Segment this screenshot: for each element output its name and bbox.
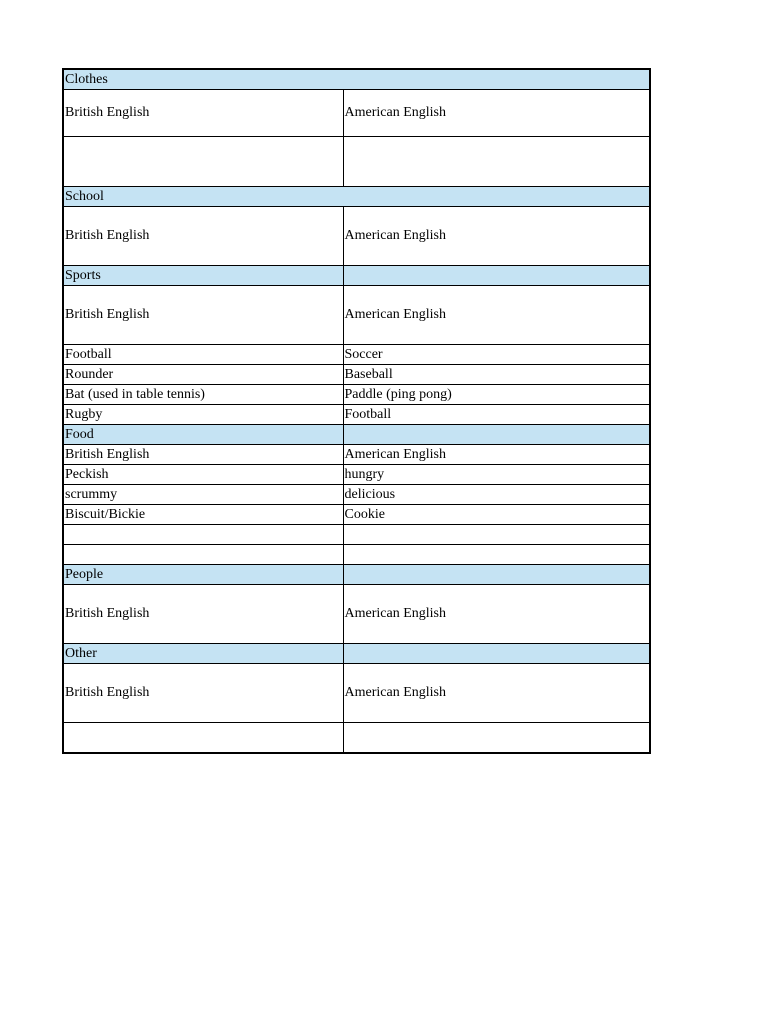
section-title[interactable]: People: [63, 565, 343, 585]
american-english-cell[interactable]: Cookie: [343, 505, 650, 525]
section-header-school: [63, 187, 650, 207]
table-row: [63, 585, 650, 644]
american-english-cell[interactable]: [343, 137, 650, 187]
british-english-cell[interactable]: [63, 137, 343, 187]
british-english-cell[interactable]: Rounder: [63, 365, 343, 385]
american-english-cell[interactable]: American English: [343, 445, 650, 465]
table-row: [63, 505, 650, 525]
british-english-cell[interactable]: scrummy: [63, 485, 343, 505]
table-row: [63, 365, 650, 385]
section-title[interactable]: Sports: [63, 266, 343, 286]
table-row: [63, 405, 650, 425]
american-english-cell[interactable]: [343, 723, 650, 754]
british-english-cell[interactable]: Bat (used in table tennis): [63, 385, 343, 405]
american-english-cell[interactable]: delicious: [343, 485, 650, 505]
american-english-cell[interactable]: American English: [343, 90, 650, 137]
section-title-blank-cell[interactable]: [343, 644, 650, 664]
british-english-cell[interactable]: Rugby: [63, 405, 343, 425]
british-english-cell[interactable]: British English: [63, 585, 343, 644]
vocabulary-table-body: [63, 69, 650, 753]
american-english-cell[interactable]: hungry: [343, 465, 650, 485]
american-english-cell[interactable]: American English: [343, 207, 650, 266]
table-row: [63, 485, 650, 505]
british-english-cell[interactable]: British English: [63, 207, 343, 266]
american-english-cell[interactable]: Football: [343, 405, 650, 425]
american-english-cell[interactable]: [343, 525, 650, 545]
table-row: [63, 385, 650, 405]
section-title-blank-cell[interactable]: [343, 425, 650, 445]
table-row: [63, 664, 650, 723]
british-english-cell[interactable]: British English: [63, 90, 343, 137]
table-row: [63, 345, 650, 365]
section-title[interactable]: Other: [63, 644, 343, 664]
section-title-blank-cell[interactable]: [343, 266, 650, 286]
section-header-other: [63, 644, 650, 664]
section-title-blank-cell[interactable]: [343, 565, 650, 585]
british-english-cell[interactable]: [63, 545, 343, 565]
american-english-cell[interactable]: Soccer: [343, 345, 650, 365]
table-row: [63, 445, 650, 465]
table-row: [63, 286, 650, 345]
british-english-cell[interactable]: [63, 525, 343, 545]
section-header-food: [63, 425, 650, 445]
american-english-cell[interactable]: American English: [343, 585, 650, 644]
vocabulary-table: [62, 68, 651, 754]
american-english-cell[interactable]: Baseball: [343, 365, 650, 385]
british-english-cell[interactable]: [63, 723, 343, 754]
american-english-cell[interactable]: [343, 545, 650, 565]
british-english-cell[interactable]: Peckish: [63, 465, 343, 485]
british-english-cell[interactable]: British English: [63, 286, 343, 345]
table-row: [63, 723, 650, 754]
american-english-cell[interactable]: American English: [343, 286, 650, 345]
american-english-cell[interactable]: American English: [343, 664, 650, 723]
table-row: [63, 90, 650, 137]
table-row: [63, 545, 650, 565]
section-title[interactable]: Clothes: [63, 69, 650, 90]
british-english-cell[interactable]: Football: [63, 345, 343, 365]
british-english-cell[interactable]: British English: [63, 445, 343, 465]
section-title[interactable]: School: [63, 187, 650, 207]
section-header-clothes: [63, 69, 650, 90]
section-header-sports: [63, 266, 650, 286]
table-row: [63, 525, 650, 545]
table-row: [63, 465, 650, 485]
section-header-people: [63, 565, 650, 585]
american-english-cell[interactable]: Paddle (ping pong): [343, 385, 650, 405]
british-english-cell[interactable]: British English: [63, 664, 343, 723]
table-row: [63, 207, 650, 266]
table-row: [63, 137, 650, 187]
section-title[interactable]: Food: [63, 425, 343, 445]
british-english-cell[interactable]: Biscuit/Bickie: [63, 505, 343, 525]
